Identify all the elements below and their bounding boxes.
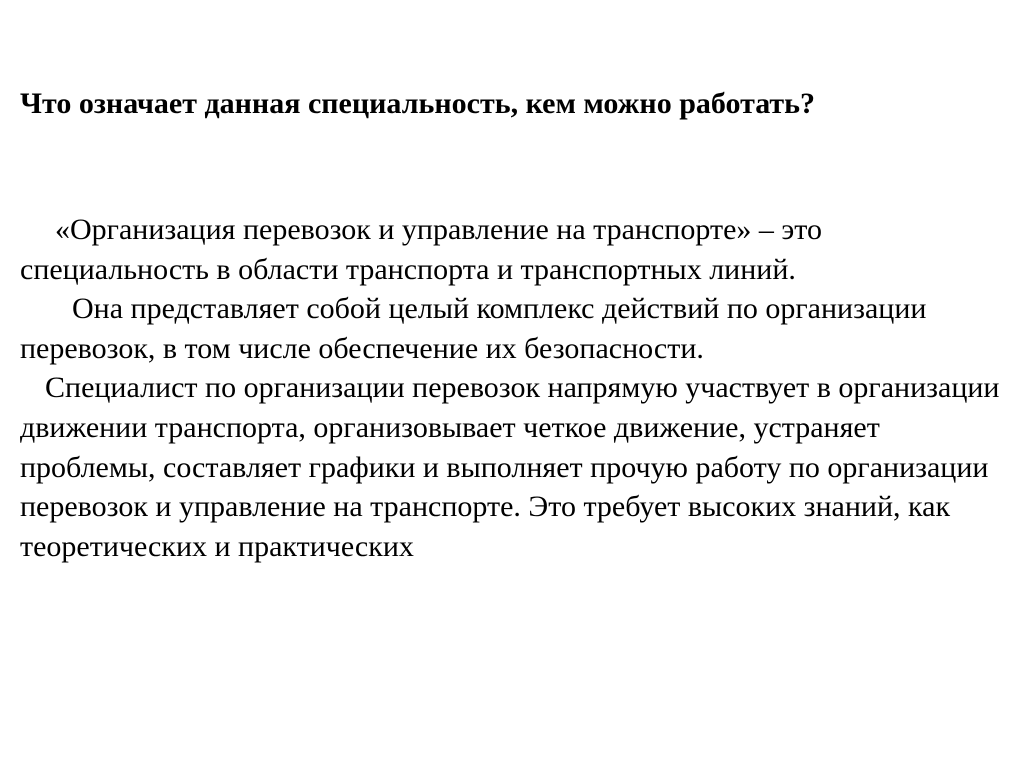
slide-body: [20, 210, 1010, 566]
paragraph-complex: Она представляет собой целый комплекс действий по организации перевозок, в том числе обеспечение их безопасности.: [20, 292, 927, 365]
paragraph-definition: «Организация перевозок и управление на транспорте» – это специальность в области транспорта и транспортных линий.: [20, 213, 822, 286]
slide-title: Что означает данная специальность, кем можно работать?: [20, 87, 816, 120]
paragraph-specialist: Специалист по организации перевозок напрямую участвует в организации движении транспорта, организовывает четкое движение, устраняет проблемы, составляет графики и выполняет прочую работу по организации перевозок и управление на транспорте. Это требует высоких знаний, как теоретических и практических: [20, 371, 1000, 563]
